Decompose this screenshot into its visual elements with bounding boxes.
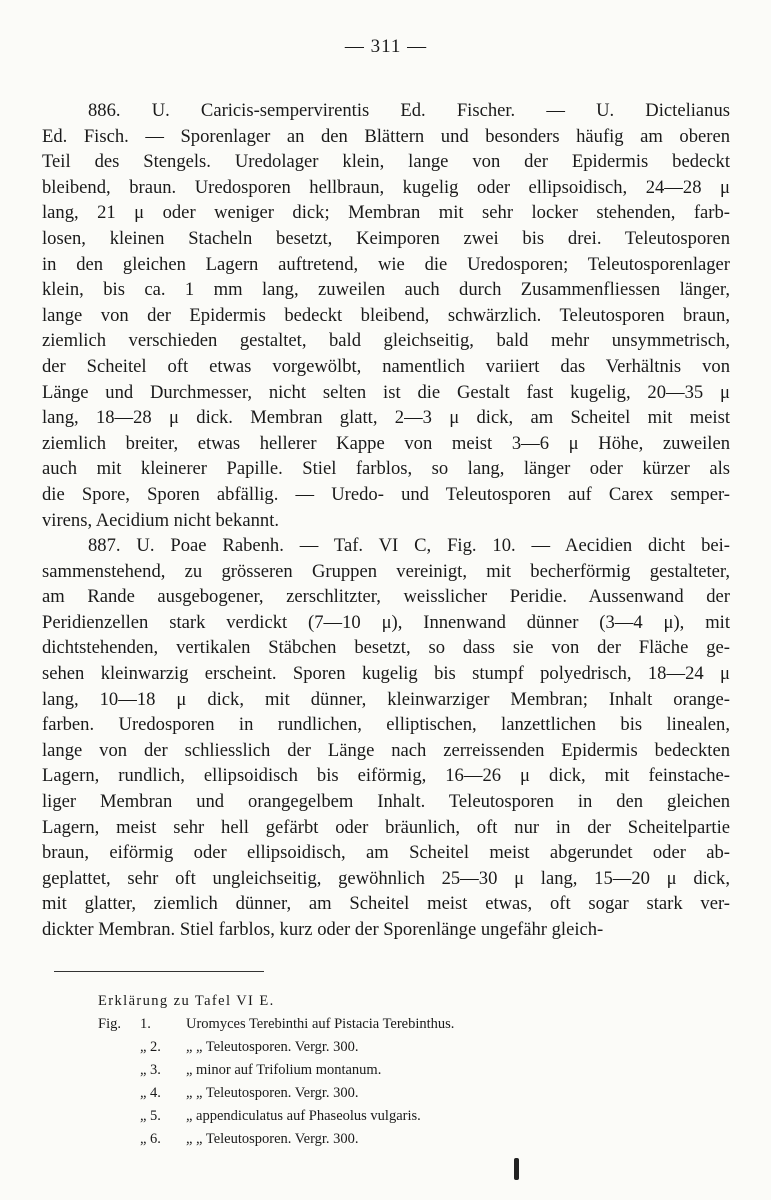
text-line: Teil des Stengels. Uredolager klein, lange von der Epidermis bedeckt xyxy=(42,151,730,173)
text-line: braun, eiförmig oder ellipsoidisch, am Scheitel meist abgerundet oder ab- xyxy=(42,842,730,864)
figure-num: „ 6. xyxy=(140,1130,161,1147)
text-line: virens, Aecidium nicht bekannt. xyxy=(42,509,280,531)
text-line: 886. U. Caricis-sempervirentis Ed. Fischer. — U. Dictelianus xyxy=(88,100,730,121)
figure-caption: Uromyces Terebinthi auf Pistacia Terebinthus. xyxy=(186,1015,455,1032)
text-line: auch mit kleinerer Papille. Stiel farblos, so lang, länger oder kürzer als xyxy=(42,458,730,480)
text-line: lang, 18—28 μ dick. Membran glatt, 2—3 μ dick, am Scheitel mit meist xyxy=(42,407,730,429)
plate-figure-row xyxy=(98,1105,730,1128)
plate-figure-row xyxy=(98,1059,730,1082)
text-line: losen, kleinen Stacheln besetzt, Keimporen zwei bis drei. Teleutosporen xyxy=(42,227,730,249)
text-line: lang, 21 μ oder weniger dick; Membran mit sehr locker stehenden, farb- xyxy=(42,202,730,224)
text-line: am Rande ausgebogener, zerschlitzter, weisslicher Peridie. Aussenwand der xyxy=(42,586,730,608)
text-line: Ed. Fisch. — Sporenlager an den Blättern und besonders häufig am oberen xyxy=(42,125,730,147)
plate-figure-row xyxy=(98,1128,730,1151)
figure-fig xyxy=(98,1128,140,1151)
figure-num: „ 4. xyxy=(140,1084,161,1101)
text-line: dickter Membran. Stiel farblos, kurz oder der Sporenlänge ungefähr gleich- xyxy=(42,919,604,940)
plate-figure-row xyxy=(98,1036,730,1059)
plate-explanation-title: Erklärung zu Tafel VI E. xyxy=(98,992,275,1009)
text-line: 887. U. Poae Rabenh. — Taf. VI C, Fig. 10. — Aecidien dicht bei- xyxy=(88,535,730,557)
figure-caption: „ „ Teleutosporen. Vergr. 300. xyxy=(186,1084,359,1101)
paragraph-887 xyxy=(42,533,730,943)
ink-blot xyxy=(514,1158,519,1180)
text-line: Lagern, meist sehr hell gefärbt oder bräunlich, oft nur in der Scheitelpartie xyxy=(42,816,730,838)
figure-fig: Fig. xyxy=(98,1015,121,1032)
paragraph-886 xyxy=(42,98,730,533)
figure-fig xyxy=(98,1082,140,1105)
text-line: sehen kleinwarzig erscheint. Sporen kugelig bis stumpf polyedrisch, 18—24 μ xyxy=(42,663,730,685)
footnote-divider xyxy=(54,971,264,972)
figure-fig xyxy=(98,1105,140,1128)
text-line: Länge und Durchmesser, nicht selten ist die Gestalt fast kugelig, 20—35 μ xyxy=(42,381,730,403)
figure-caption: „ appendiculatus auf Phaseolus vulgaris. xyxy=(186,1107,421,1124)
text-line: lange von der schliesslich der Länge nach zerreissenden Epidermis bedeckten xyxy=(42,739,730,761)
plate-explanation xyxy=(98,990,730,1151)
page-number: — 311 — xyxy=(344,36,428,57)
figure-caption: „ minor auf Trifolium montanum. xyxy=(186,1061,382,1078)
figure-num: „ 3. xyxy=(140,1061,161,1078)
text-line: der Scheitel oft etwas vorgewölbt, namentlich variiert das Verhältnis von xyxy=(42,355,730,377)
text-line: farben. Uredosporen in rundlichen, elliptischen, lanzettlichen bis linealen, xyxy=(42,714,730,736)
text-line: mit glatter, ziemlich dünner, am Scheitel meist etwas, oft sogar stark ver- xyxy=(42,893,730,915)
figure-num: 1. xyxy=(140,1015,151,1032)
text-line: lang, 10—18 μ dick, mit dünner, kleinwarziger Membran; Inhalt orange- xyxy=(42,688,730,710)
text-line: liger Membran und orangegelbem Inhalt. Teleutosporen in den gleichen xyxy=(42,791,730,813)
text-line: dichtstehenden, vertikalen Stäbchen besetzt, so dass sie von der Fläche ge- xyxy=(42,637,730,659)
text-line: die Spore, Sporen abfällig. — Uredo- und Teleutosporen auf Carex semper- xyxy=(42,483,730,505)
figure-caption: „ „ Teleutosporen. Vergr. 300. xyxy=(186,1130,359,1147)
figure-num: „ 5. xyxy=(140,1107,161,1124)
text-line: sammenstehend, zu grösseren Gruppen vereinigt, mit becherförmig gestalteter, xyxy=(42,560,730,582)
text-line: ziemlich breiter, etwas hellerer Kappe von meist 3—6 μ Höhe, zuweilen xyxy=(42,432,730,454)
plate-figure-row xyxy=(98,1082,730,1105)
text-line: klein, bis ca. 1 mm lang, zuweilen auch durch Zusammenfliessen länger, xyxy=(42,279,730,301)
figure-num: „ 2. xyxy=(140,1038,161,1055)
plate-figure-row xyxy=(98,1013,730,1036)
text-line: in den gleichen Lagern auftretend, wie die Uredosporen; Teleutosporenlager xyxy=(42,253,730,275)
figure-caption: „ „ Teleutosporen. Vergr. 300. xyxy=(186,1038,359,1055)
text-line: lange von der Epidermis bedeckt bleibend, schwärzlich. Teleutosporen braun, xyxy=(42,304,730,326)
text-line: ziemlich verschieden gestaltet, bald gleichseitig, bald mehr unsymmetrisch, xyxy=(42,330,730,352)
page xyxy=(42,36,730,1151)
figure-fig xyxy=(98,1036,140,1059)
text-line: Peridienzellen stark verdickt (7—10 μ), Innenwand dünner (3—4 μ), mit xyxy=(42,611,730,633)
text-line: Lagern, rundlich, ellipsoidisch bis eiförmig, 16—26 μ dick, mit feinstache- xyxy=(42,765,730,787)
figure-fig xyxy=(98,1059,140,1082)
text-line: geplattet, sehr oft ungleichseitig, gewöhnlich 25—30 μ lang, 15—20 μ dick, xyxy=(42,867,730,889)
plate-explanation-list xyxy=(98,1013,730,1151)
text-line: bleibend, braun. Uredosporen hellbraun, kugelig oder ellipsoidisch, 24—28 μ xyxy=(42,176,730,198)
